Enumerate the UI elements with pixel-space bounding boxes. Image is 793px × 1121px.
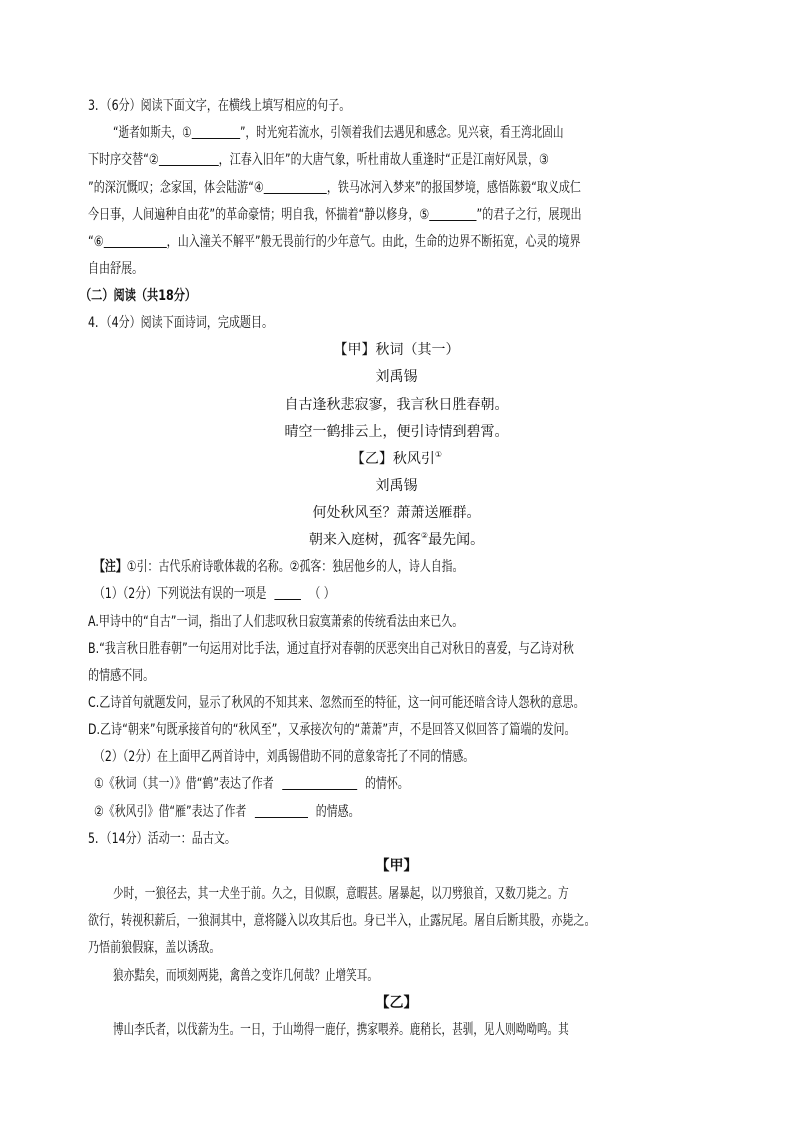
q3-text: ，江春入旧年”的大唐气象，听杜甫故人重逢时“正是江南好风景， — [218, 152, 540, 168]
q3-text: ”的深沉慨叹；念家国，体会陆游“ — [88, 180, 254, 196]
option-c: C.乙诗首句就题发问，显示了秋风的不知其来、忽然而至的特征，这一问可能还暗含诗人怨秋的意思。 — [88, 695, 585, 711]
q4-header: 4．（4分）阅读下面诗词，完成题目。 — [88, 315, 274, 331]
poem2-title: 【乙】秋风引 — [350, 451, 435, 467]
q3-line-1 — [113, 123, 713, 143]
q4-sub1 — [94, 584, 713, 604]
q3-text: 下时序交替“ — [88, 152, 149, 168]
sub2a-text: 的情怀。 — [364, 776, 409, 792]
note-text: ①引：古代乐府诗歌体裁的名称。②孤客：独居他乡的人，诗人自指。 — [126, 559, 464, 575]
passage-yi-label: 【乙】 — [375, 995, 418, 1011]
passage-jia-line-1: 少时，一狼径去，其一犬坐于前。久之，目似瞑，意暇甚。屠暴起，以刀劈狼首，又数刀毙之。方 — [113, 886, 569, 902]
answer-blank-5[interactable] — [429, 206, 476, 221]
q3-line-5 — [88, 232, 713, 252]
blank-marker: ④ — [253, 180, 264, 196]
poem1-title: 【甲】秋词（其一） — [333, 342, 460, 358]
blank-marker: ⑤ — [419, 207, 430, 223]
blank-marker: ① — [182, 125, 192, 141]
blank-marker: ③ — [539, 152, 549, 168]
poem-text: 最先闻。 — [428, 532, 485, 548]
footnote-marker: ② — [420, 531, 429, 540]
q4-sub2-b — [94, 802, 713, 822]
blank-marker: ⑥ — [93, 234, 104, 250]
footnote-marker: ① — [434, 450, 443, 459]
option-b-line-1: B.“我言秋日胜春朝”一句运用对比手法，通过直抒对春朝的厌恶突出自己对秋日的喜爱，与乙诗对秋 — [88, 641, 574, 657]
section-heading: （二）阅读（共18分） — [80, 288, 197, 304]
passage-jia-line-4: 狼亦黠矣，而顷刻两毙，禽兽之变诈几何哉？止增笑耳。 — [113, 968, 378, 984]
poem1-line-2: 晴空一鹤排云上，便引诗情到碧霄。 — [284, 424, 509, 440]
poem2-line-2 — [0, 530, 793, 550]
q3-text: ，铁马冰河入梦来”的报国梦境，感悟陈毅“取义成仁 — [326, 180, 581, 196]
passage-yi-line-1: 博山李氏者，以伐薪为生。一日，于山坳得一鹿仔，携家喂养。鹿稍长，甚驯，见人则呦呦鸣。其 — [113, 1022, 569, 1038]
poem1-line-1: 自古逢秋悲寂寥，我言秋日胜春朝。 — [284, 397, 509, 413]
q3-text: “ — [88, 234, 94, 250]
q3-text: “逝者如斯夫， — [113, 125, 183, 141]
answer-blank-sub1[interactable] — [275, 585, 302, 600]
q3-line-3 — [88, 178, 713, 198]
q5-header: 5．（14分）活动一：品古文。 — [88, 831, 236, 847]
q3-line-6: 自由舒展。 — [88, 261, 144, 277]
poem-note — [94, 557, 713, 577]
q3-header: 3．（6分）阅读下面文字，在横线上填写相应的句子。 — [88, 98, 351, 114]
sub2b-text: ②《秋风引》借“雁”表达了作者 — [94, 804, 247, 820]
sub1-text: （1）（2分）下列说法有误的一项是 — [94, 586, 267, 602]
q4-sub2: （2）（2分）在上面甲乙两首诗中，刘禹锡借助不同的意象寄托了不同的情感。 — [94, 749, 475, 765]
answer-blank-sub2a[interactable] — [282, 775, 357, 790]
sub2b-text: 的情感。 — [315, 804, 360, 820]
poem2-title-line — [0, 449, 793, 469]
answer-blank-4[interactable] — [264, 179, 327, 194]
q3-text: ，山入潼关不解平”般无畏前行的少年意气。由此，生命的边界不断拓宽，心灵的境界 — [166, 234, 581, 250]
answer-blank-sub2b[interactable] — [255, 803, 308, 818]
option-d: D.乙诗“朝来”句既承接首句的“秋风至”，又承接次句的“萧萧”声，不是回答又似回答了篇端的发问。 — [88, 722, 576, 738]
poem1-author: 刘禹锡 — [375, 369, 418, 385]
sub2a-text: ①《秋词（其一）》借“鹤”表达了作者 — [94, 776, 274, 792]
passage-jia-line-2: 欲行，转视积薪后，一狼洞其中，意将隧入以攻其后也。身已半入，止露尻尾。屠自后断其股，亦毙之。 — [88, 913, 596, 929]
answer-blank-2[interactable] — [159, 151, 219, 166]
option-a: A.甲诗中的“自古”一词，指出了人们悲叹秋日寂寞萧索的传统看法由来已久。 — [88, 614, 464, 630]
poem-text: 朝来入庭树，孤客 — [308, 532, 421, 548]
q3-line-2 — [88, 150, 713, 170]
passage-jia-label: 【甲】 — [375, 858, 418, 874]
poem2-line-1: 何处秋风至？萧萧送雁群。 — [312, 505, 481, 521]
blank-marker: ② — [148, 152, 159, 168]
q3-text: ”，时光宛若流水，引领着我们去遇见和感念。见兴衰，看王湾北固山 — [240, 125, 564, 141]
q4-sub2-a — [94, 774, 713, 794]
sub1-paren: （ ） — [309, 586, 335, 602]
answer-blank-1[interactable] — [192, 124, 240, 139]
passage-jia-line-3: 乃悟前狼假寐，盖以诱敌。 — [88, 940, 221, 956]
answer-blank-6[interactable] — [104, 233, 167, 248]
option-b-line-2: 的情感不同。 — [88, 668, 155, 684]
q3-text: ”的君子之行，展现出 — [476, 207, 582, 223]
q3-text: 今日事，人间遍种自由花”的革命豪情；明自我，怀揣着“静以修身， — [88, 207, 420, 223]
note-label: 【注】 — [94, 559, 127, 575]
poem2-author: 刘禹锡 — [375, 478, 418, 494]
q3-line-4 — [88, 205, 713, 225]
